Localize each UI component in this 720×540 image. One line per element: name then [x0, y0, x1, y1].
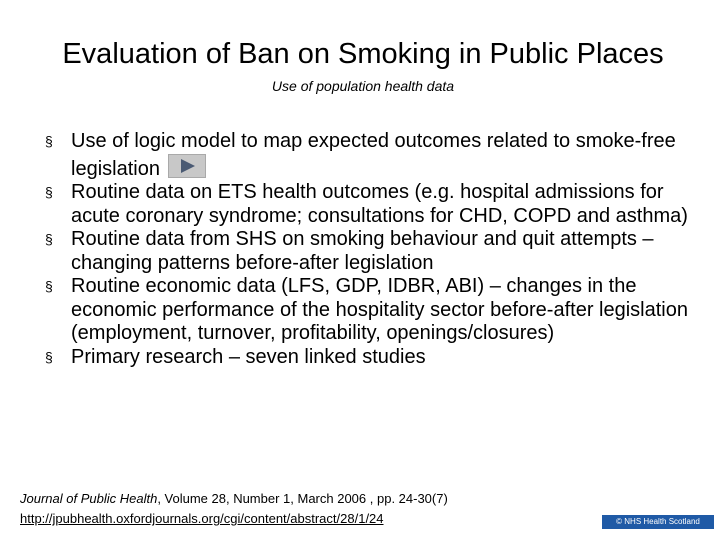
nhs-health-scotland-logo: © NHS Health Scotland [602, 515, 714, 529]
bullet-item [45, 275, 705, 346]
article-link[interactable]: http://jpubhealth.oxfordjournals.org/cgi/content/abstract/28/1/24 [20, 511, 384, 526]
play-button-icon[interactable] [168, 154, 206, 178]
journal-name: Journal of Public Health [20, 491, 158, 506]
bullet-text: Use of logic model to map expected outcomes related to smoke-free legislation [71, 130, 676, 180]
bullet-marker: § [45, 348, 53, 365]
bullet-text: Routine economic data (LFS, GDP, IDBR, ABI) – changes in the economic performance of the hospitality sector before-after legislation (employment, turnover, profitability, openings/closures) [71, 275, 688, 344]
bullet-marker: § [45, 231, 53, 247]
bullet-item [45, 228, 705, 275]
slide-subtitle: Use of population health data [271, 78, 455, 94]
bullet-list [45, 130, 705, 369]
bullet-text: Routine data on ETS health outcomes (e.g. hospital admissions for acute coronary syndrome; consultations for CHD, COPD and asthma) [71, 181, 688, 227]
bullet-item [45, 346, 705, 370]
bullet-item [45, 181, 705, 228]
citation-details: , Volume 28, Number 1, March 2006 , pp. 24-30(7) [157, 491, 448, 506]
bullet-marker: § [45, 133, 53, 149]
bullet-text: Routine data from SHS on smoking behaviour and quit attempts – changing patterns before-after legislation [71, 228, 654, 274]
bullet-text: Primary research – seven linked studies [71, 345, 426, 368]
slide-title: Evaluation of Ban on Smoking in Public Places [62, 38, 664, 70]
bullet-item [45, 130, 705, 181]
bullet-marker: § [45, 184, 53, 200]
journal-citation [20, 490, 448, 508]
bullet-marker: § [45, 278, 53, 294]
